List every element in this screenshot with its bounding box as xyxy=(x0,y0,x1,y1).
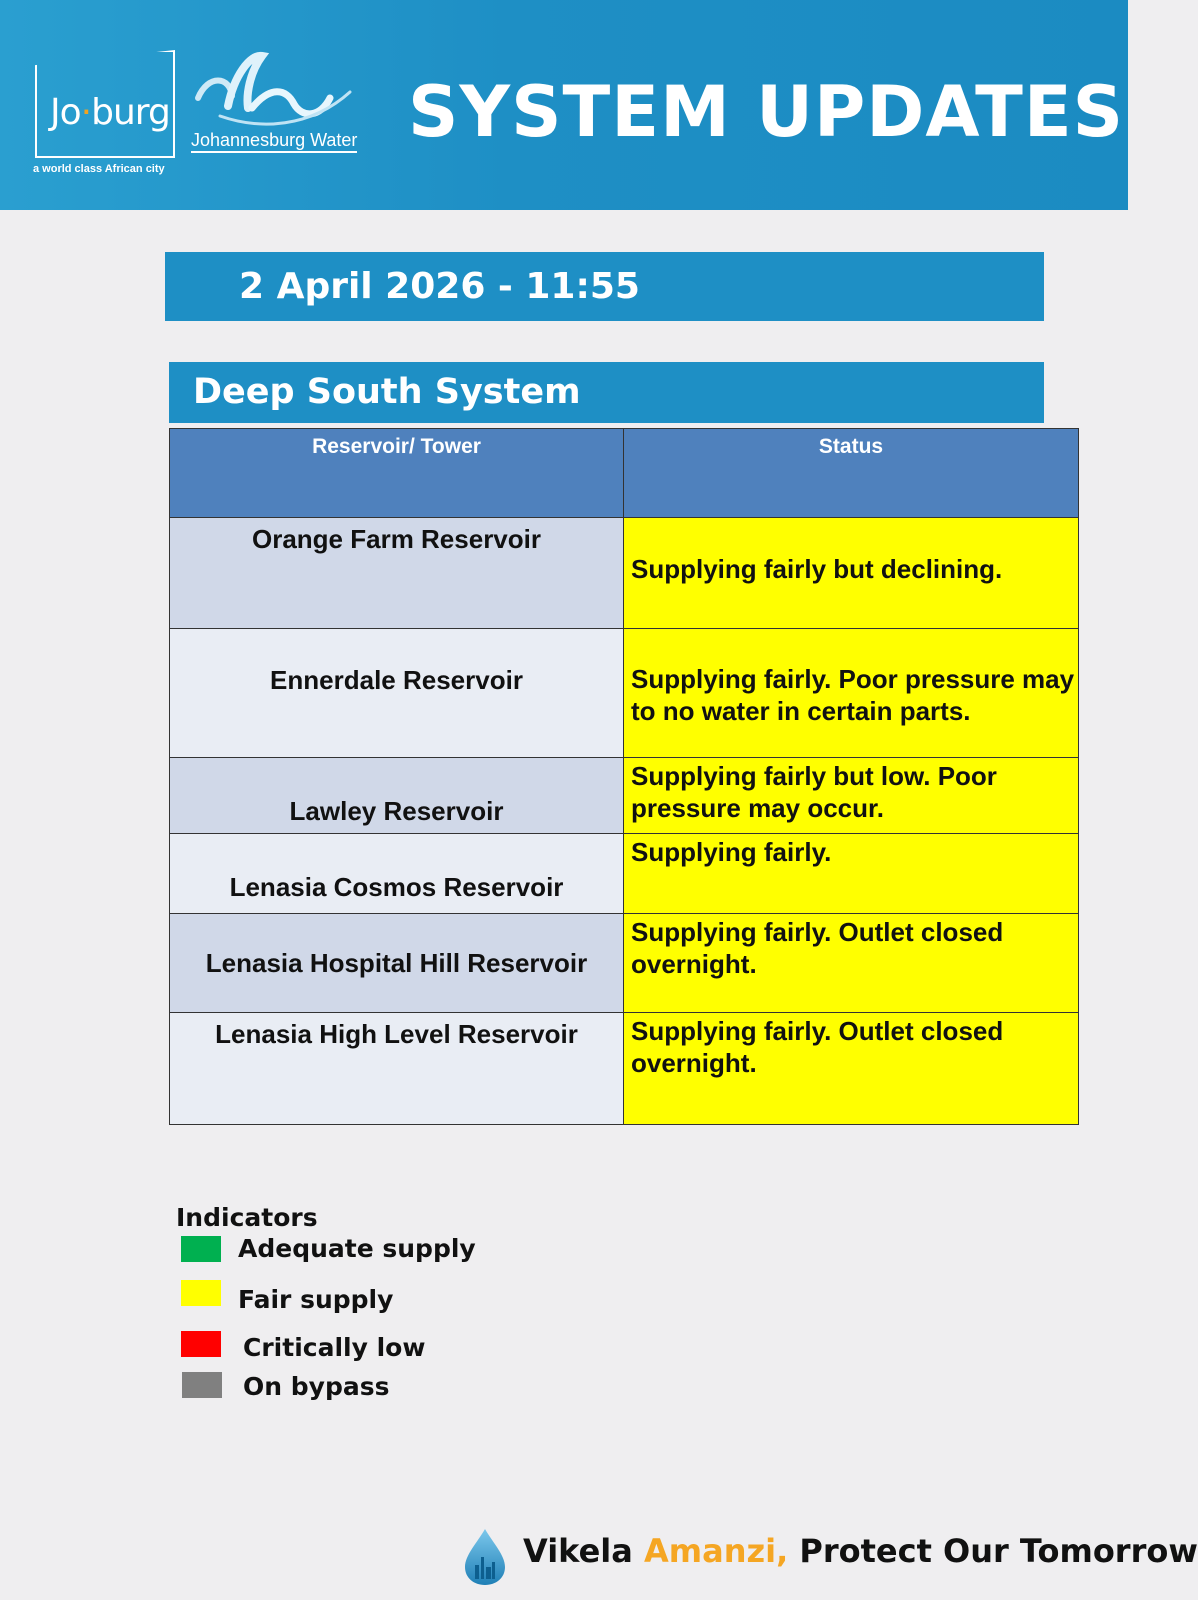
header-banner xyxy=(0,0,1128,210)
reservoir-name: Lenasia High Level Reservoir xyxy=(170,1013,624,1125)
status-text: Supplying fairly but low. Poor pressure may occur. xyxy=(624,758,1079,834)
table-header-row xyxy=(170,429,1079,518)
footer-slogan-highlight: Amanzi, xyxy=(644,1532,789,1570)
legend-label-adequate: Adequate supply xyxy=(238,1234,476,1263)
legend-swatch-bypass xyxy=(182,1372,222,1398)
status-text: Supplying fairly. xyxy=(624,834,1079,914)
column-header-reservoir: Reservoir/ Tower xyxy=(170,429,624,518)
status-text: Supplying fairly. Outlet closed overnight. xyxy=(624,914,1079,1013)
table-row xyxy=(170,518,1079,629)
legend-swatch-adequate xyxy=(181,1236,221,1262)
reservoir-status-table xyxy=(169,428,1079,1125)
update-datetime: 2 April 2026 - 11:55 xyxy=(239,266,640,307)
joburg-logo-dot: · xyxy=(80,92,92,133)
legend-title: Indicators xyxy=(176,1203,318,1232)
table-row xyxy=(170,834,1079,914)
system-banner xyxy=(169,362,1044,423)
table-row xyxy=(170,914,1079,1013)
water-drop-city-icon xyxy=(463,1527,507,1587)
reservoir-name: Lenasia Hospital Hill Reservoir xyxy=(170,914,624,1013)
legend-label-bypass: On bypass xyxy=(243,1372,390,1401)
reservoir-name: Ennerdale Reservoir xyxy=(170,629,624,758)
date-banner xyxy=(165,252,1044,321)
johannesburg-water-logo-text: Johannesburg Water xyxy=(191,130,357,153)
status-text: Supplying fairly. Outlet closed overnight. xyxy=(624,1013,1079,1125)
reservoir-name: Orange Farm Reservoir xyxy=(170,518,624,629)
table-row xyxy=(170,758,1079,834)
column-header-status: Status xyxy=(624,429,1079,518)
legend-swatch-critical xyxy=(181,1331,221,1357)
joburg-tagline: a world class African city xyxy=(33,163,165,175)
legend-label-critical: Critically low xyxy=(243,1333,426,1362)
system-name: Deep South System xyxy=(193,372,581,412)
legend-label-fair: Fair supply xyxy=(238,1285,394,1314)
footer-slogan: Vikela Amanzi, Protect Our Tomorrow xyxy=(523,1532,1198,1570)
table-row xyxy=(170,629,1079,758)
reservoir-name: Lenasia Cosmos Reservoir xyxy=(170,834,624,914)
status-text: Supplying fairly. Poor pressure may to no water in certain parts. xyxy=(624,629,1079,758)
page-title: SYSTEM UPDATES xyxy=(408,71,1125,153)
reservoir-name: Lawley Reservoir xyxy=(170,758,624,834)
joburg-logo: Jo·burg xyxy=(50,92,170,133)
table-row xyxy=(170,1013,1079,1125)
status-text: Supplying fairly but declining. xyxy=(624,518,1079,629)
legend-swatch-fair xyxy=(181,1280,221,1306)
